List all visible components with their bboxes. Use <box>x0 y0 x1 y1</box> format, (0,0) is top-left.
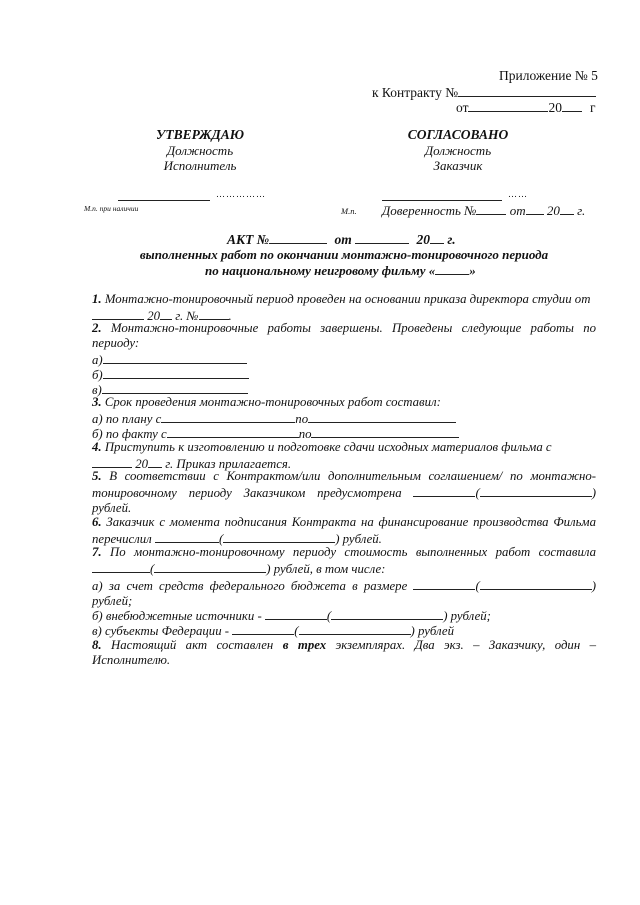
item-8-in: в <box>282 638 289 652</box>
approve-party: Исполнитель <box>163 158 237 173</box>
contract-year-prefix: 20 <box>548 100 562 115</box>
act-film-label: по национальному неигровому фильму « <box>205 263 436 278</box>
act-label: АКТ № <box>227 232 270 247</box>
item-2-a-blank[interactable] <box>103 351 247 364</box>
item-7-b-words-blank[interactable] <box>331 607 443 620</box>
film-name-blank[interactable] <box>435 262 469 275</box>
agree-position: Должность <box>424 143 492 158</box>
item-1-number: 1. <box>92 292 102 306</box>
item-6-tail: ) рублей. <box>335 532 382 546</box>
item-4-year-blank[interactable] <box>148 455 162 468</box>
item-1-text: Монтажно-тонировочный период проведен на основании приказа директора студии от <box>104 292 591 306</box>
item-7-b-tail: ) рублей; <box>443 609 491 623</box>
approve-stamp-note: М.п. при наличии <box>84 204 139 213</box>
item-1-day-blank[interactable] <box>92 307 144 320</box>
appendix-number: Приложение № 5 <box>499 68 598 83</box>
item-7-amount-words-blank[interactable] <box>154 560 266 573</box>
approve-signature-dots: …………… <box>216 189 266 199</box>
item-6-number: 6. <box>92 515 102 529</box>
item-2-v-label: в) <box>92 383 102 397</box>
item-7-v-words-blank[interactable] <box>299 622 411 635</box>
item-3-a-to: по <box>295 412 309 426</box>
contract-date-blank[interactable] <box>468 99 548 112</box>
item-1-order-label: г. № <box>175 309 199 323</box>
item-8-number: 8. <box>92 638 102 652</box>
item-1-order-blank[interactable] <box>199 307 229 320</box>
item-1-year-blank[interactable] <box>160 307 172 320</box>
item-3-a-to-blank[interactable] <box>308 410 456 423</box>
item-7-tail: ) рублей, в том числе: <box>266 562 386 576</box>
item-4-year-prefix: 20 <box>135 457 148 471</box>
item-7: 7. По монтажно-тонировочному периоду стоимость выполненных работ составила ( ) рублей, в том числе: <box>92 545 596 576</box>
item-6-text: Заказчик с момента подписания Контракта на финансирование производства Фильма перечислил <box>92 515 596 546</box>
item-6-amount-words-blank[interactable] <box>223 530 335 543</box>
item-7-b: б) внебюджетные источники - ( ) рублей; <box>92 609 491 623</box>
item-2-b-blank[interactable] <box>103 366 249 379</box>
act-date-blank[interactable] <box>355 231 409 244</box>
item-1-year-prefix: 20 <box>147 309 160 323</box>
item-2-b-label: б) <box>92 368 103 382</box>
power-of-attorney-line <box>382 202 585 219</box>
item-3-b-to-blank[interactable] <box>311 425 459 438</box>
item-5-amount-words-blank[interactable] <box>480 484 592 497</box>
item-5-amount-blank[interactable] <box>413 484 475 497</box>
item-4-number: 4. <box>92 440 102 454</box>
item-7-v: в) субъекты Федерации - ( ) рублей <box>92 624 455 638</box>
poa-from: от <box>509 203 526 218</box>
act-subtitle: выполненных работ по окончании монтажно-тонировочного периода <box>139 247 549 262</box>
item-1 <box>92 292 596 307</box>
item-3-b-label: б) по факту с <box>92 427 167 441</box>
item-8-text-c: Исполнителю. <box>92 653 171 667</box>
agree-party: Заказчик <box>433 158 483 173</box>
contract-date-from: от <box>456 100 469 115</box>
item-4-day-blank[interactable] <box>92 455 132 468</box>
item-2-number: 2. <box>92 321 102 335</box>
item-2-v-blank[interactable] <box>102 381 248 394</box>
item-7-a-label: а) за счет средств федерального бюджета в размере <box>92 579 408 593</box>
agree-stamp: М.п. <box>341 206 357 216</box>
item-4-text: Приступить к изготовлению и подготовке сдачи исходных материалов фильма с <box>104 440 552 454</box>
act-film-line <box>205 262 476 279</box>
item-2 <box>92 321 596 351</box>
poa-number-blank[interactable] <box>476 202 506 215</box>
item-7-b-label: б) внебюджетные источники - <box>92 609 262 623</box>
approve-title: УТВЕРЖДАЮ <box>155 127 245 142</box>
item-7-a: а) за счет средств федерального бюджета в размере ( ) рублей; <box>92 579 596 608</box>
item-5-text: В соответствии с Контрактом/или дополнительным соглашением/ по монтажно-тонировочному периоду Заказчиком предусмотрена <box>92 469 596 500</box>
item-7-v-label: в) субъекты Федерации - <box>92 624 230 638</box>
item-7-number: 7. <box>92 545 102 559</box>
item-7-a-amount-blank[interactable] <box>413 577 475 590</box>
item-2-a-label: а) <box>92 353 103 367</box>
item-7-text: По монтажно-тонировочному периоду стоимость выполненных работ составила <box>110 545 596 559</box>
item-7-amount-blank[interactable] <box>92 560 150 573</box>
item-3-number: 3. <box>92 395 102 409</box>
contract-year-blank[interactable] <box>562 99 582 112</box>
item-5-rub: рублей. <box>92 501 132 515</box>
item-4 <box>92 440 596 455</box>
item-7-b-amount-blank[interactable] <box>265 607 327 620</box>
item-8-text-b: экземплярах. Два экз. – Заказчику, один – <box>335 638 596 652</box>
act-from: от <box>334 232 352 247</box>
item-7-v-amount-blank[interactable] <box>232 622 294 635</box>
item-8-three: трех <box>297 638 327 652</box>
act-number-blank[interactable] <box>269 231 327 244</box>
item-8 <box>92 638 596 668</box>
item-7-a-words-blank[interactable] <box>480 577 592 590</box>
item-7-a-rub: рублей; <box>92 594 133 608</box>
item-3-text: Срок проведения монтажно-тонировочных работ составил: <box>104 395 441 409</box>
item-3-b-to: по <box>298 427 312 441</box>
item-3 <box>92 395 596 410</box>
contract-year-suffix: г <box>589 100 596 115</box>
item-8-text-a: Настоящий акт составлен <box>111 638 274 652</box>
poa-year-blank[interactable] <box>560 202 574 215</box>
item-2-text: Монтажно-тонировочные работы завершены. Проведены следующие работы по периоду: <box>92 321 596 350</box>
poa-year-prefix: 20 <box>546 203 560 218</box>
agree-signature-dots: …… <box>508 189 528 199</box>
act-title <box>227 231 456 248</box>
item-1-end: . <box>228 309 232 323</box>
item-3-a-label: а) по плану с <box>92 412 162 426</box>
item-6-amount-blank[interactable] <box>155 530 219 543</box>
contract-date-line <box>456 99 596 116</box>
act-year-blank[interactable] <box>430 231 444 244</box>
act-film-close: » <box>469 263 476 278</box>
item-5-number: 5. <box>92 469 102 483</box>
item-6: 6. Заказчик с момента подписания Контракта на финансирование производства Фильма перечислил ( ) рублей. <box>92 515 596 546</box>
item-4-tail: г. Приказ прилагается. <box>165 457 292 471</box>
poa-year-suffix: г. <box>577 203 586 218</box>
item-3-a-from-blank[interactable] <box>161 410 295 423</box>
item-5: 5. В соответствии с Контрактом/или дополнительным соглашением/ по монтажно-тонировочному периоду Заказчиком предусмотрена ( ) рублей. <box>92 469 596 515</box>
act-year-suffix: г. <box>447 232 456 247</box>
item-3-b-from-blank[interactable] <box>167 425 299 438</box>
item-7-v-tail: ) рублей <box>410 624 455 638</box>
agree-title: СОГЛАСОВАНО <box>407 127 509 142</box>
contract-number-blank[interactable] <box>458 84 596 97</box>
approve-position: Должность <box>166 143 234 158</box>
poa-label: Доверенность № <box>382 203 477 218</box>
poa-date-blank[interactable] <box>526 202 544 215</box>
contract-prefix: к Контракту № <box>372 85 459 100</box>
act-year-prefix: 20 <box>416 232 431 247</box>
